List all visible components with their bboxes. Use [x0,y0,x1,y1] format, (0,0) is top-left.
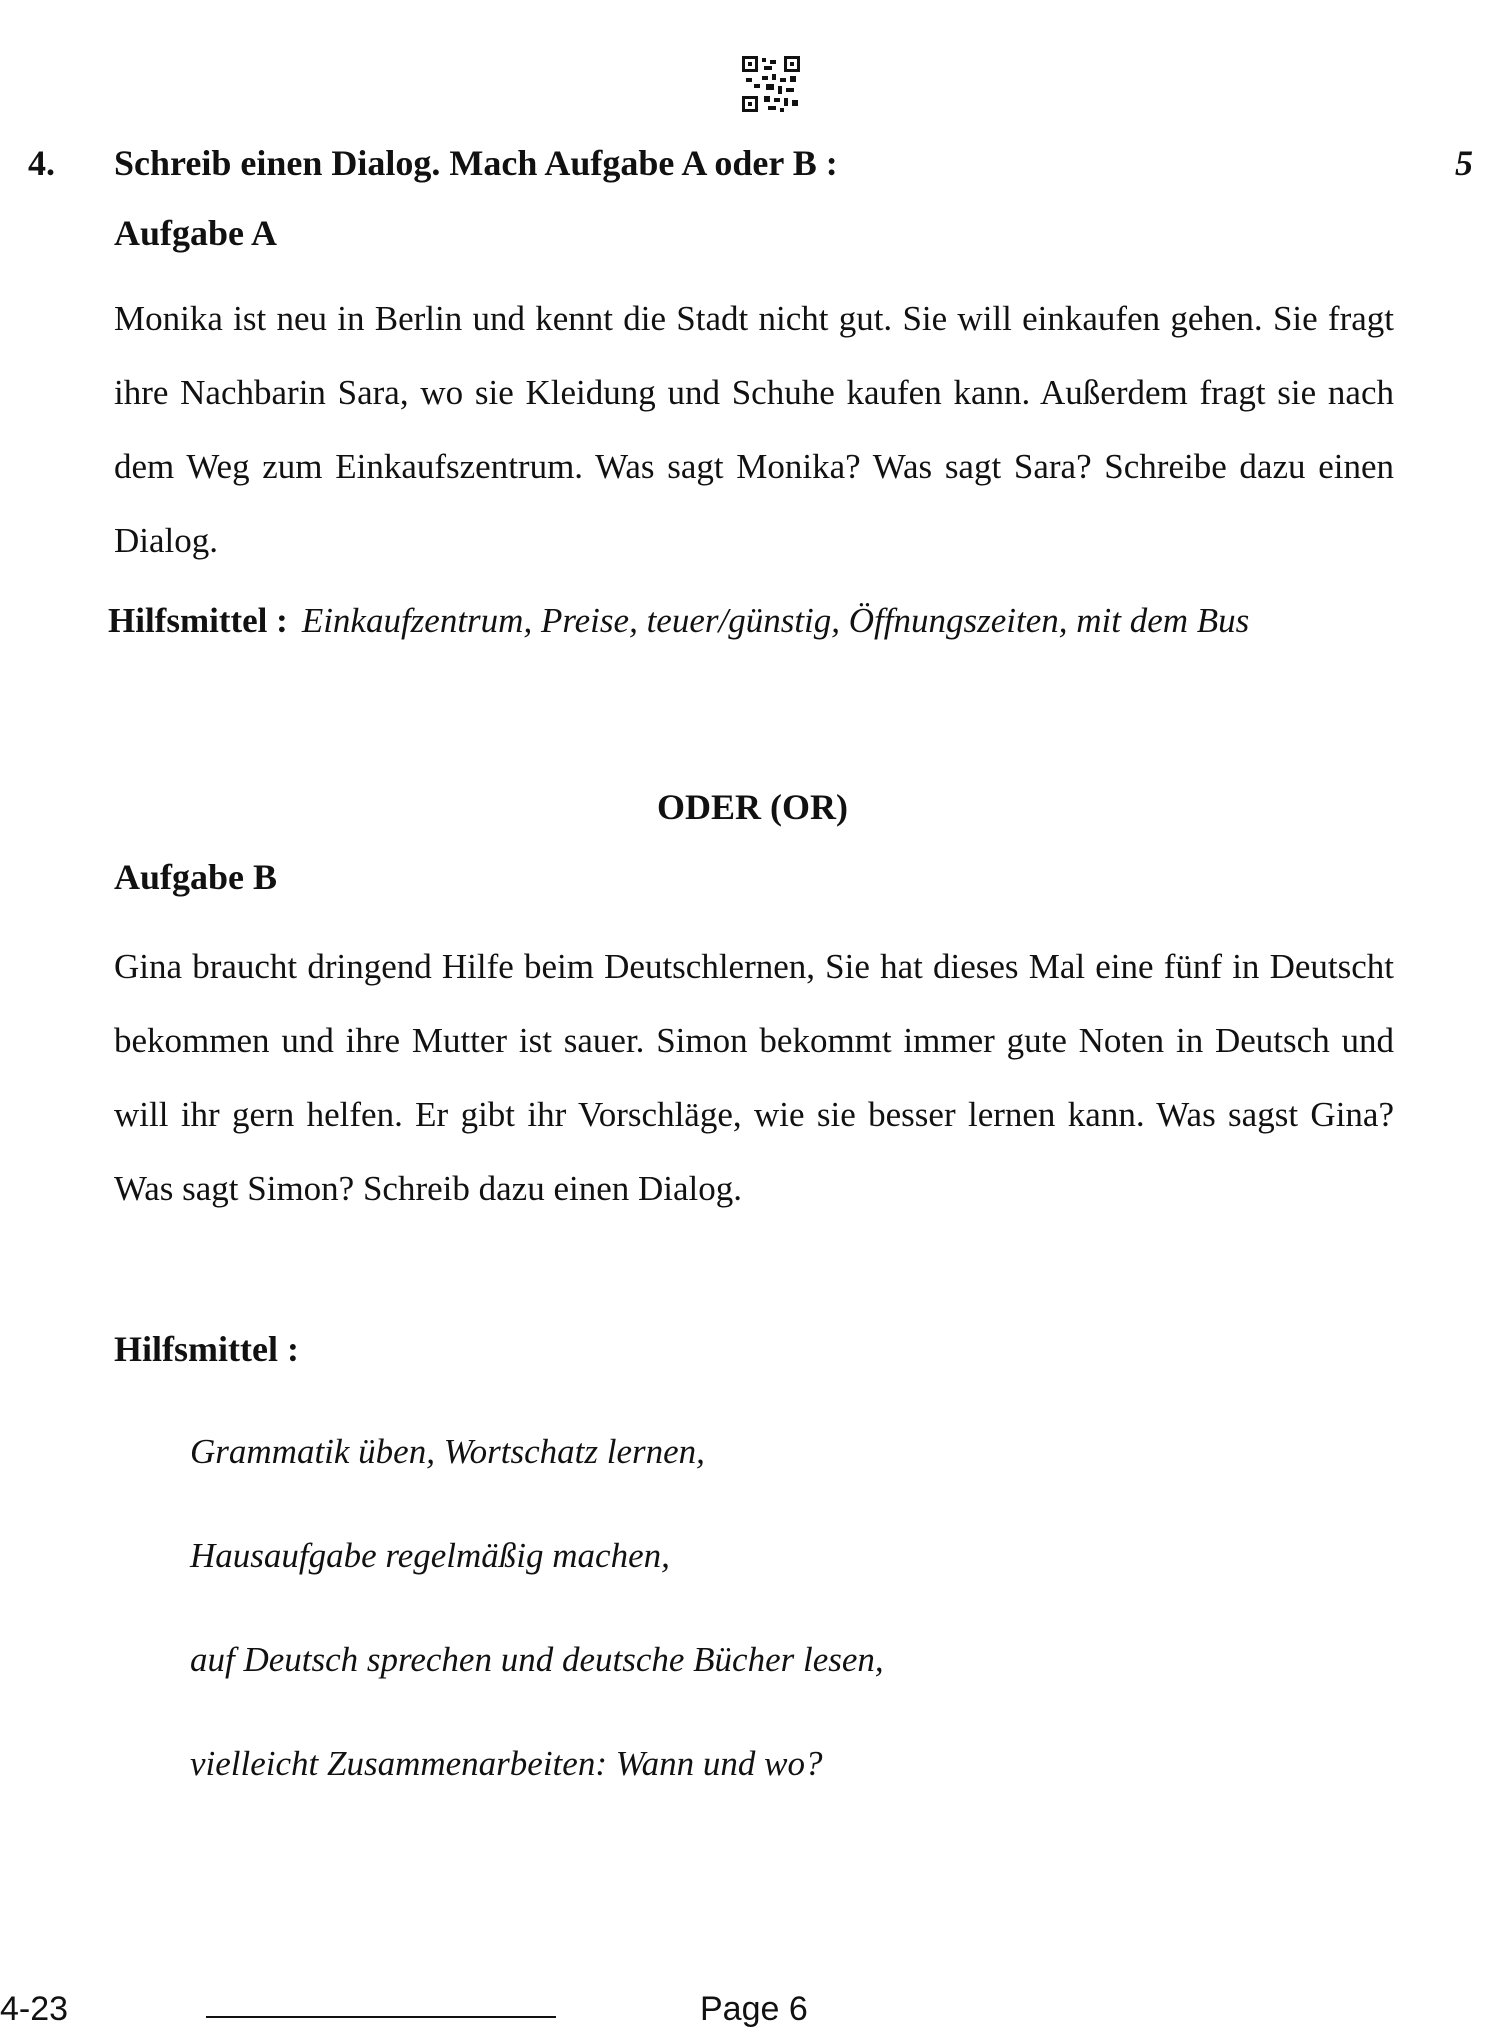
task-a-heading: Aufgabe A [114,213,278,253]
question-marks: 5 [1455,143,1473,183]
task-a-hints-text: Einkaufzentrum, Preise, teuer/günstig, Öffnungszeiten, mit dem Bus [301,601,1250,640]
footer-code: 4-23 [0,1990,69,2028]
task-b-text: Gina braucht dringend Hilfe beim Deutschlernen, Sie hat dieses Mal eine fünf in Deutscht bekommen und ihre Mutter ist sauer. Simon bekommt immer gute Noten in Deutsch und will ihr gern helfen. Er gibt ihr Vorschläge, wie sie besser lernen kann. Was sagst Gina? Was sagt Simon? Schreib dazu einen Dialog. [114,947,1394,1208]
task-b-hint-item: Grammatik üben, Wortschatz lernen, [190,1432,705,1471]
page-number: Page 6 [700,1990,808,2028]
task-b-heading: Aufgabe B [114,857,278,897]
task-a-hints [108,584,1398,658]
or-separator: ODER (OR) [657,787,848,827]
question-title: Schreib einen Dialog. Mach Aufgabe A oder B : [114,143,838,183]
task-a-text: Monika ist neu in Berlin und kennt die Stadt nicht gut. Sie will einkaufen gehen. Sie fragt ihre Nachbarin Sara, wo sie Kleidung und Schuhe kaufen kann. Außerdem fragt sie nach dem Weg zum Einkaufszentrum. Was sagt Monika? Was sagt Sara? Schreibe dazu einen Dialog. [114,299,1394,560]
task-b-hint-item: auf Deutsch sprechen und deutsche Bücher lesen, [190,1640,884,1679]
task-b-hint-item: vielleicht Zusammenarbeiten: Wann und wo? [190,1744,823,1783]
task-b-hints-label: Hilfsmittel : [114,1329,299,1369]
qr-code [742,56,800,112]
task-b-hint-item: Hausaufgabe regelmäßig machen, [190,1536,670,1575]
task-a-hints-label: Hilfsmittel : [108,601,288,640]
question-number: 4. [28,143,55,183]
footer-rule [206,2016,556,2018]
